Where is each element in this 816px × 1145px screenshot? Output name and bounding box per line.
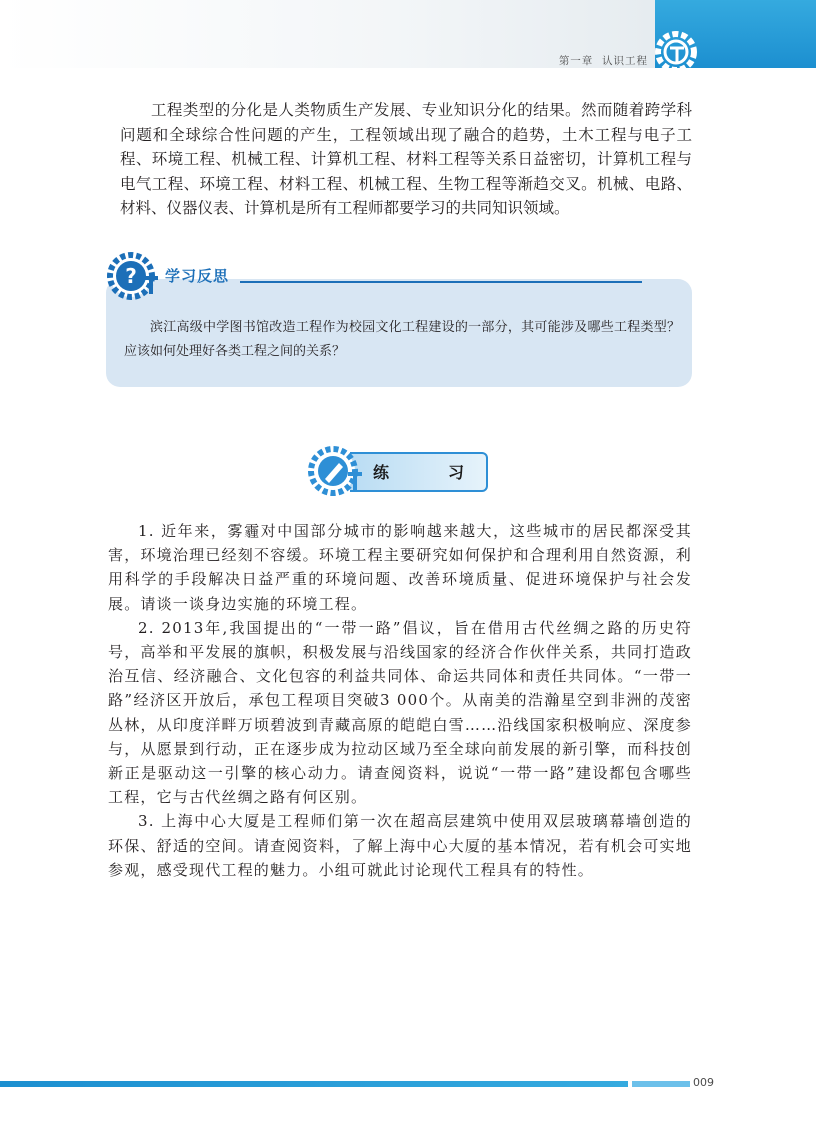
footer-bar-accent (632, 1081, 690, 1087)
intro-paragraph: 工程类型的分化是人类物质生产发展、专业知识分化的结果。然而随着跨学科问题和全球综合性问题的产生，工程领域出现了融合的趋势，土木工程与电子工程、环境工程、机械工程、计算机工程、材料工程等关系日益密切，计算机工程与电气工程、环境工程、材料工程、机械工程、生物工程等渐趋交叉。机械、电路、材料、仪器仪表、计算机是所有工程师都要学习的共同知识领域。 (120, 101, 692, 217)
exercise-item-1: 1. 近年来，雾霾对中国部分城市的影响越来越大，这些城市的居民都深受其害，环境治理已经刻不容缓。环境工程主要研究如何保护和合理利用自然资源，利用科学的手段解决日益严重的环境问题、改善环境质量、促进环境保护与社会发展。请谈一谈身边实施的环境工程。 (108, 522, 692, 613)
exercise-item-2: 2. 2013年,我国提出的“一带一路”倡议，旨在借用古代丝绸之路的历史符号，高举和平发展的旗帜，积极发展与沿线国家的经济合作伙伴关系，共同打造政治互信、经济融合、文化包容的利益共同体、命运共同体和责任共同体。“一带一路”经济区开放后，承包工程项目突破3 000个。从南美的浩瀚星空到非洲的茂密丛林，从印度洋畔万顷碧波到青藏高原的皑皑白雪……沿线国家积极响应、深度参与，从愿景到行动，正在逐步成为拉动区域乃至全球向前发展的新引擎，而科技创新正是驱动这一引擎的核心动力。请查阅资料，说说“一带一路”建设都包含哪些工程，它与古代丝绸之路有何区别。 (108, 618, 692, 807)
reflection-text: 滨江高级中学图书馆改造工程作为校园文化工程建设的一部分，其可能涉及哪些工程类型？应该如何处理好各类工程之间的关系？ (124, 320, 680, 359)
reflection-divider (240, 281, 642, 283)
svg-text:?: ? (125, 264, 137, 288)
gear-logo-icon (652, 28, 700, 76)
exercise-item-3: 3. 上海中心大厦是工程师们第一次在超高层建筑中使用双层玻璃幕墙创造的环保、舒适的空间。请查阅资料，了解上海中心大厦的基本情况，若有机会可实地参观，感受现代工程的魅力。小组可就此讨论现代工程具有的特性。 (108, 812, 692, 879)
running-header (559, 53, 648, 68)
page-number: 009 (693, 1076, 714, 1089)
footer-bar (0, 1081, 628, 1087)
chapter-title: 认识工程 (602, 55, 648, 67)
pencil-gear-icon (306, 442, 364, 500)
header-band (0, 0, 655, 68)
reflection-title: 学习反思 (165, 267, 230, 285)
exercise-list (108, 519, 692, 882)
exercise-title-left: 练 (373, 463, 390, 482)
chapter-label: 第一章 (558, 55, 594, 67)
question-gear-icon (104, 248, 160, 304)
exercise-title-right: 习 (448, 463, 465, 482)
exercise-banner (350, 452, 488, 492)
